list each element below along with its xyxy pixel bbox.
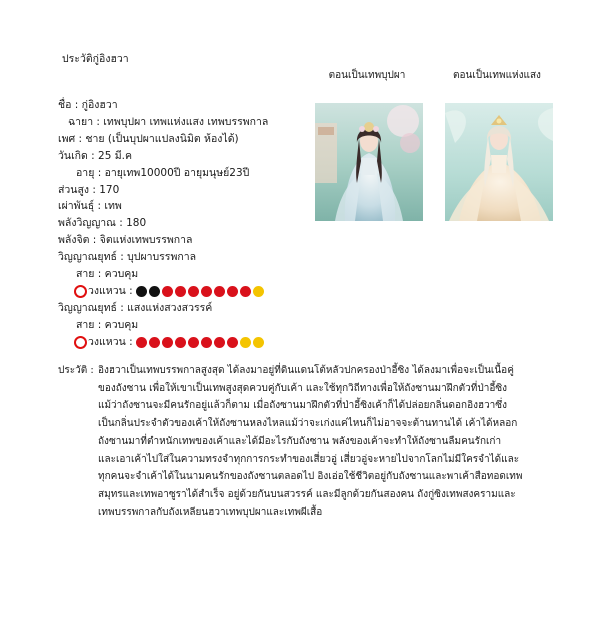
history-line: เทพบรรพกาลกับถังเหลียนฮวาเทพบุปผาและเทพผีเสื้อ	[98, 506, 323, 518]
ring-dots-2	[136, 337, 264, 348]
ring-dot	[149, 286, 160, 297]
ring-dot	[136, 286, 147, 297]
portrait-light-goddess	[445, 103, 553, 221]
portrait-flower-goddess	[315, 103, 423, 221]
spirit-power-line: พลังวิญญาณ : 180	[58, 217, 147, 230]
ring-dots-1	[136, 286, 264, 297]
ring-dot	[227, 337, 238, 348]
ring-dot	[175, 337, 186, 348]
ring-dot	[227, 286, 238, 297]
rings-row-1	[58, 283, 268, 300]
page-title: ประวัติกู่อิงฮวา	[62, 53, 129, 65]
history-line: เป็นกลิ่นประจำตัวของเค้าให้ถังซานหลงไหลแม้ว่าจะเก่งแค่ไหนก็ไม่อาจจะต้านทานได้ เค้าได้หลอก	[98, 418, 518, 430]
caption-flower-goddess: ตอนเป็นเทพบุปผา	[328, 70, 406, 81]
type-1-line: สาย : ควบคุม	[76, 268, 139, 281]
ring-dot	[201, 286, 212, 297]
martial-soul-1-line: วิญญาณยุทธ์ : บุปผาบรรพกาล	[58, 251, 197, 264]
rings-label: วงแหวน :	[88, 335, 133, 348]
history-text	[98, 362, 548, 521]
ring-dot	[188, 337, 199, 348]
ring-dot	[240, 337, 251, 348]
history-line: แม้ว่าถังซานจะมีคนรักอยู่แล้วก็ตาม เมื่อถังซานมาฝึกตัวที่ป่าอี้ซิงเค้าก็ได้ปล่อยกลิ่นดอกอิงฮวาซึ่ง	[98, 400, 507, 412]
history-label: ประวัติ :	[58, 365, 94, 376]
type-2-line: สาย : ควบคุม	[76, 318, 139, 331]
gender-line: เพศ : ชาย (เป็นบุปผาแปลงนิมิต ห้องได้)	[58, 132, 239, 145]
ring-dot	[240, 286, 251, 297]
ring-dot	[201, 337, 212, 348]
age-line: อายุ : อายุเทพ10000ปี อายุมนุษย์23ปี	[76, 166, 250, 179]
title-line: ฉายา : เทพบุปผา เทพแห่งแสง เทพบรรพกาล	[68, 115, 269, 128]
race-line: เผ่าพันธุ์ : เทพ	[58, 200, 122, 213]
ring-dot	[149, 337, 160, 348]
history-line: ถังซานมาที่ตำหนักเทพของเค้าและได้มีอะไรกับถังซาน พลังของเค้าจะทำให้ถังซานลืมคนรักเก่า	[98, 435, 502, 447]
height-line: ส่วนสูง : 170	[58, 183, 120, 196]
ring-dot	[188, 286, 199, 297]
history-section	[58, 362, 548, 521]
history-line: อิงฮวาเป็นเทพบรรพกาลสูงสุด ได้ลงมาอยู่ที่ดินแดนโต้หลัวปกครองป่าอี้ซิง ได้ลงมาเพื่อจะเป็นเนื้อคู่	[98, 365, 514, 376]
name-line: ชื่อ : กู่อิงฮวา	[58, 99, 118, 111]
birthday-line: วันเกิด : 25 มี.ค	[58, 149, 133, 162]
history-line: และเอาเค้าไปใส่ในความทรงจำทุกการกระทำของเสี่ยวอู่ เสี่ยวอู่จะหายไปจากโลกไม่มีใครจำได้และ	[98, 453, 520, 465]
profile-info	[58, 97, 268, 351]
ring-dot	[253, 286, 264, 297]
rings-row-2	[58, 334, 268, 351]
ring-dot	[136, 337, 147, 348]
ring-dot	[175, 286, 186, 297]
caption-light-goddess: ตอนเป็นเทพแห่งแสง	[453, 70, 541, 81]
mind-power-line: พลังจิต : จิตแห่งเทพบรรพกาล	[58, 234, 193, 247]
ring-dot	[214, 286, 225, 297]
ring-icon	[74, 336, 87, 349]
ring-icon	[74, 285, 87, 298]
ring-dot	[253, 337, 264, 348]
ring-dot	[214, 337, 225, 348]
rings-label: วงแหวน :	[88, 284, 133, 297]
history-line: ของถังซาน เพื่อให้เขาเป็นเทพสูงสุดควบคู่กับเค้า และใช้ทุกวิถีทางเพื่อให้ถังซานมาฝึกตัวที่ป่าอี้ซิง	[98, 382, 508, 394]
martial-soul-2-line: วิญญาณยุทธ์ : แสงแห่งสวงสวรรค์	[58, 301, 213, 314]
ring-dot	[162, 337, 173, 348]
history-line: สมุทรและเทพอาซูราได้สำเร็จ อยู่ด้วยกันบนสวรรค์ และมีลูกด้วยกันสองคน ถังกู่ซิงเทพสงครามและ	[98, 488, 516, 500]
ring-dot	[162, 286, 173, 297]
history-line: ทุกคนจะจำเค้าได้ในนามคนรักของถังซานตลอดไป อิงเอ่อใช้ชีวิตอยู่กับถังซานและพาเค้าสือทอดเทพ	[98, 471, 523, 483]
